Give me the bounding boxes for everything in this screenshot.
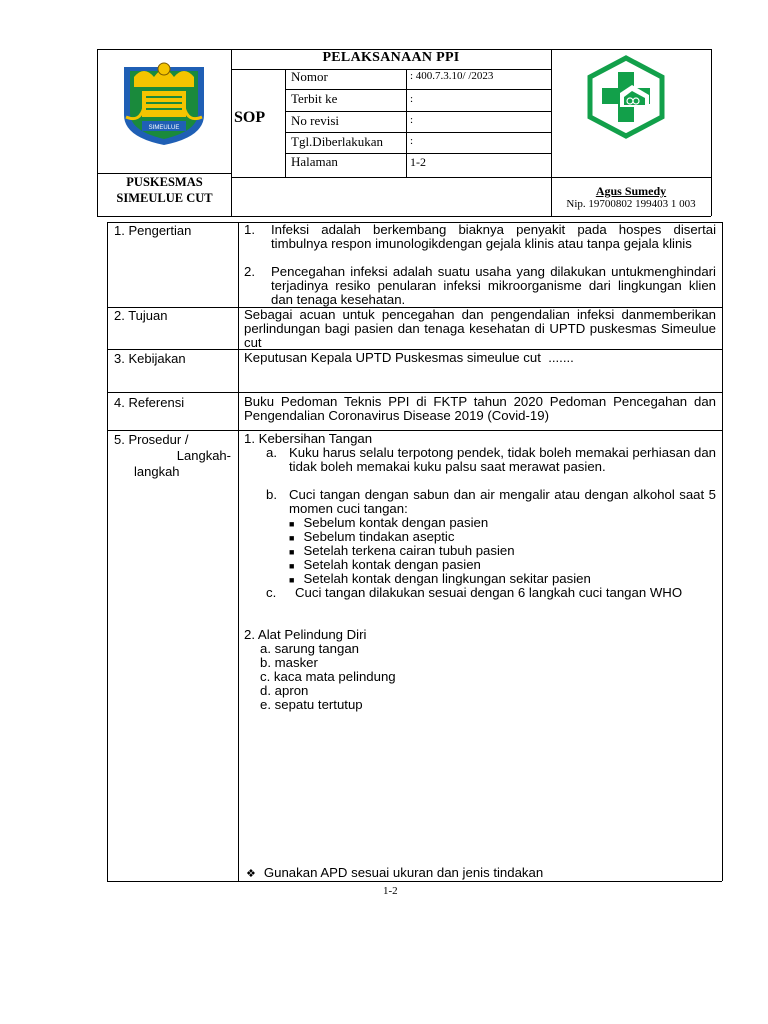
apd-note: ❖ Gunakan APD sesuai ukuran dan jenis tindakan — [246, 865, 544, 880]
list-item: d. apron — [260, 683, 309, 698]
list-item: a. sarung tangan — [260, 641, 359, 656]
pengertian-num-2: 2. — [244, 264, 255, 279]
meta-value-tgl: : — [410, 135, 414, 147]
referensi-text: Buku Pedoman Teknis PPI di FKTP tahun 2020 Pedoman Pencegahan dan Pengendalian Coronavirus Disease 2019 (Covid-19) — [244, 394, 716, 423]
list-item: c. kaca mata pelindung — [260, 669, 396, 684]
pengertian-num-1: 1. — [244, 222, 255, 237]
signer-nip: Nip. 19700802 199403 1 003 — [566, 198, 696, 210]
page-number: 1-2 — [383, 885, 398, 897]
list-item: ■ Sebelum kontak dengan pasien — [289, 515, 489, 530]
list-item: ■ Setelah kontak dengan pasien — [289, 557, 481, 572]
meta-value-terbit: : — [410, 93, 414, 105]
section-label-prosedur-1: 5. Prosedur / — [114, 432, 189, 447]
list-item: b. masker — [260, 655, 318, 670]
kebijakan-text: Keputusan Kepala UPTD Puskesmas simeulue cut ....... — [244, 350, 574, 365]
meta-value-revisi: : — [410, 114, 414, 126]
sop-label: SOP — [234, 109, 266, 126]
section-label-kebijakan: 3. Kebijakan — [114, 351, 186, 366]
pengertian-text-2: Pencegahan infeksi adalah suatu usaha yang dilakukan untukmenghindari terjadinya resiko penularan infeksi mikroorganisme dari lingkungan klien dan tenaga kesehatan. — [271, 264, 716, 307]
puskesmas-logo — [585, 55, 667, 139]
item-b-text: Cuci tangan dengan sabun dan air mengalir atau dengan alkohol saat 5 momen cuci tangan: — [289, 487, 716, 516]
item-c-text: Cuci tangan dilakukan sesuai dengan 6 langkah cuci tangan WHO — [295, 585, 683, 600]
section-label-tujuan: 2. Tujuan — [114, 308, 168, 323]
section-label-pengertian: 1. Pengertian — [114, 223, 192, 238]
org-line-1: PUSKESMAS — [126, 175, 203, 189]
organization-name — [97, 174, 232, 206]
tujuan-text: Sebagai acuan untuk pencegahan dan pengendalian infeksi danmemberikan perlindungan bagi pasien dan tenaga kesehatan di UPTD puskesmas Simeulue cut — [244, 307, 716, 350]
meta-label-nomor: Nomor — [291, 69, 328, 84]
item-c-marker: c. — [266, 585, 277, 600]
section-label-referensi: 4. Referensi — [114, 395, 185, 410]
item-b-marker: b. — [266, 487, 277, 502]
section-label-prosedur-2: Langkah- — [176, 448, 231, 463]
list-item: ■ Sebelum tindakan aseptic — [289, 529, 455, 544]
apd-title: 2. Alat Pelindung Diri — [244, 627, 367, 642]
signer-name: Agus Sumedy — [595, 184, 667, 198]
meta-label-revisi: No revisi — [291, 113, 340, 128]
item-a-text: Kuku harus selalu terpotong pendek, tidak boleh memakai perhiasan dan tidak boleh memakai kuku palsu saat merawat pasien. — [289, 445, 716, 474]
list-item: ■ Setelah terkena cairan tubuh pasien — [289, 543, 515, 558]
diamond-bullet-icon: ❖ — [246, 867, 256, 880]
meta-label-tgl: Tgl.Diberlakukan — [291, 134, 384, 149]
pengertian-text-1: Infeksi adalah berkembang biaknya penyakit pada hospes disertai timbulnya respon imunologikdengan gejala klinis atau tanpa gejala klinis — [271, 222, 716, 251]
meta-value-halaman: 1-2 — [410, 155, 426, 169]
section-label-prosedur-3: langkah — [134, 464, 180, 479]
meta-label-terbit: Terbit ke — [291, 91, 338, 106]
list-item: e. sepatu tertutup — [260, 697, 363, 712]
simeulue-logo — [120, 57, 208, 147]
list-item: ■ Setelah kontak dengan lingkungan sekitar pasien — [289, 571, 591, 586]
meta-label-halaman: Halaman — [291, 154, 338, 169]
document-title: PELAKSANAAN PPI — [322, 50, 460, 65]
meta-value-nomor: : 400.7.3.10/ /2023 — [410, 70, 494, 82]
item-a-marker: a. — [266, 445, 277, 460]
kebersihan-tangan-title: 1. Kebersihan Tangan — [244, 431, 373, 446]
org-line-2: SIMEULUE CUT — [116, 191, 213, 205]
svg-text:SIMEULUE: SIMEULUE — [148, 125, 180, 131]
